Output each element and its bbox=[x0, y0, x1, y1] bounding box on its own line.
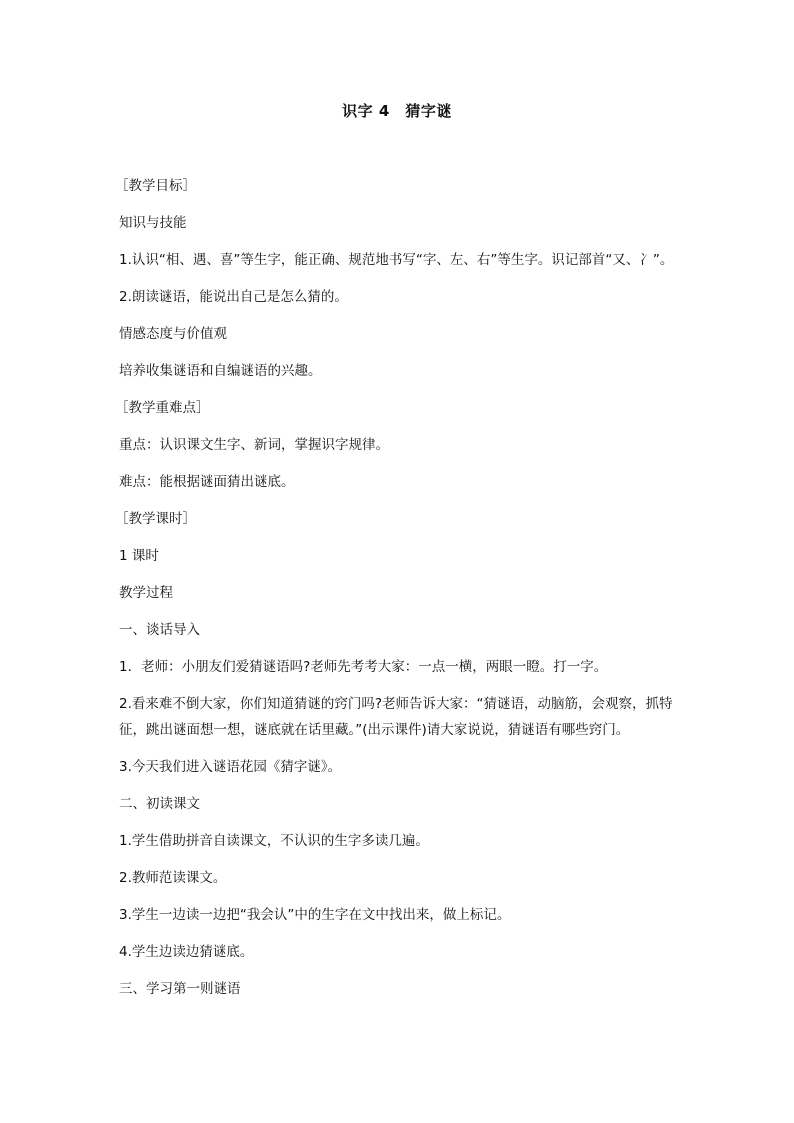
document-body bbox=[115, 173, 679, 1013]
section-heading-1: 一、谈话导入 bbox=[119, 622, 200, 638]
paragraph: 2.看来难不倒大家，你们知道猜谜的窍门吗?老师告诉大家：“猜谜语，动脑筋，会观察，抓特征，跳出谜面想一想，谜底就在话里藏。”(出示课件)请大家说说，猜谜语有哪些窍门。 bbox=[119, 696, 673, 738]
paragraph: 2.朗读谜语，能说出自己是怎么猜的。 bbox=[119, 289, 348, 305]
section-heading-periods: ［教学课时］ bbox=[115, 511, 196, 527]
subheading-process: 教学过程 bbox=[119, 585, 173, 601]
subheading-knowledge-skills: 知识与技能 bbox=[119, 215, 187, 231]
paragraph: 重点：认识课文生字、新词，掌握识字规律。 bbox=[119, 437, 389, 453]
section-heading-objectives: ［教学目标］ bbox=[115, 178, 196, 194]
document-title: 识字 4 猜字谜 bbox=[342, 102, 452, 120]
paragraph: 难点：能根据谜面猜出谜底。 bbox=[119, 474, 295, 490]
paragraph: 1.认识“相、遇、喜”等生字，能正确、规范地书写“字、左、右”等生字。识记部首“又、冫”。 bbox=[119, 252, 674, 268]
paragraph: 4.学生边读边猜谜底。 bbox=[119, 944, 254, 960]
section-heading-2: 二、初读课文 bbox=[119, 796, 200, 812]
paragraph: 1.学生借助拼音自读课文，不认识的生字多读几遍。 bbox=[119, 833, 429, 849]
paragraph: 培养收集谜语和自编谜语的兴趣。 bbox=[119, 363, 322, 379]
section-heading-key-points: ［教学重难点］ bbox=[115, 400, 210, 416]
paragraph: 3.今天我们进入谜语花园《猜字谜》。 bbox=[119, 759, 342, 775]
paragraph: 3.学生一边读一边把“我会认”中的生字在文中找出来，做上标记。 bbox=[119, 907, 511, 923]
section-heading-3: 三、学习第一则谜语 bbox=[119, 981, 241, 997]
paragraph: 1 课时 bbox=[119, 548, 159, 564]
subheading-attitude-values: 情感态度与价值观 bbox=[119, 326, 227, 342]
paragraph: 2.教师范读课文。 bbox=[119, 870, 227, 886]
paragraph: 1．老师：小朋友们爱猜谜语吗?老师先考考大家：一点一横，两眼一瞪。打一字。 bbox=[119, 659, 608, 675]
